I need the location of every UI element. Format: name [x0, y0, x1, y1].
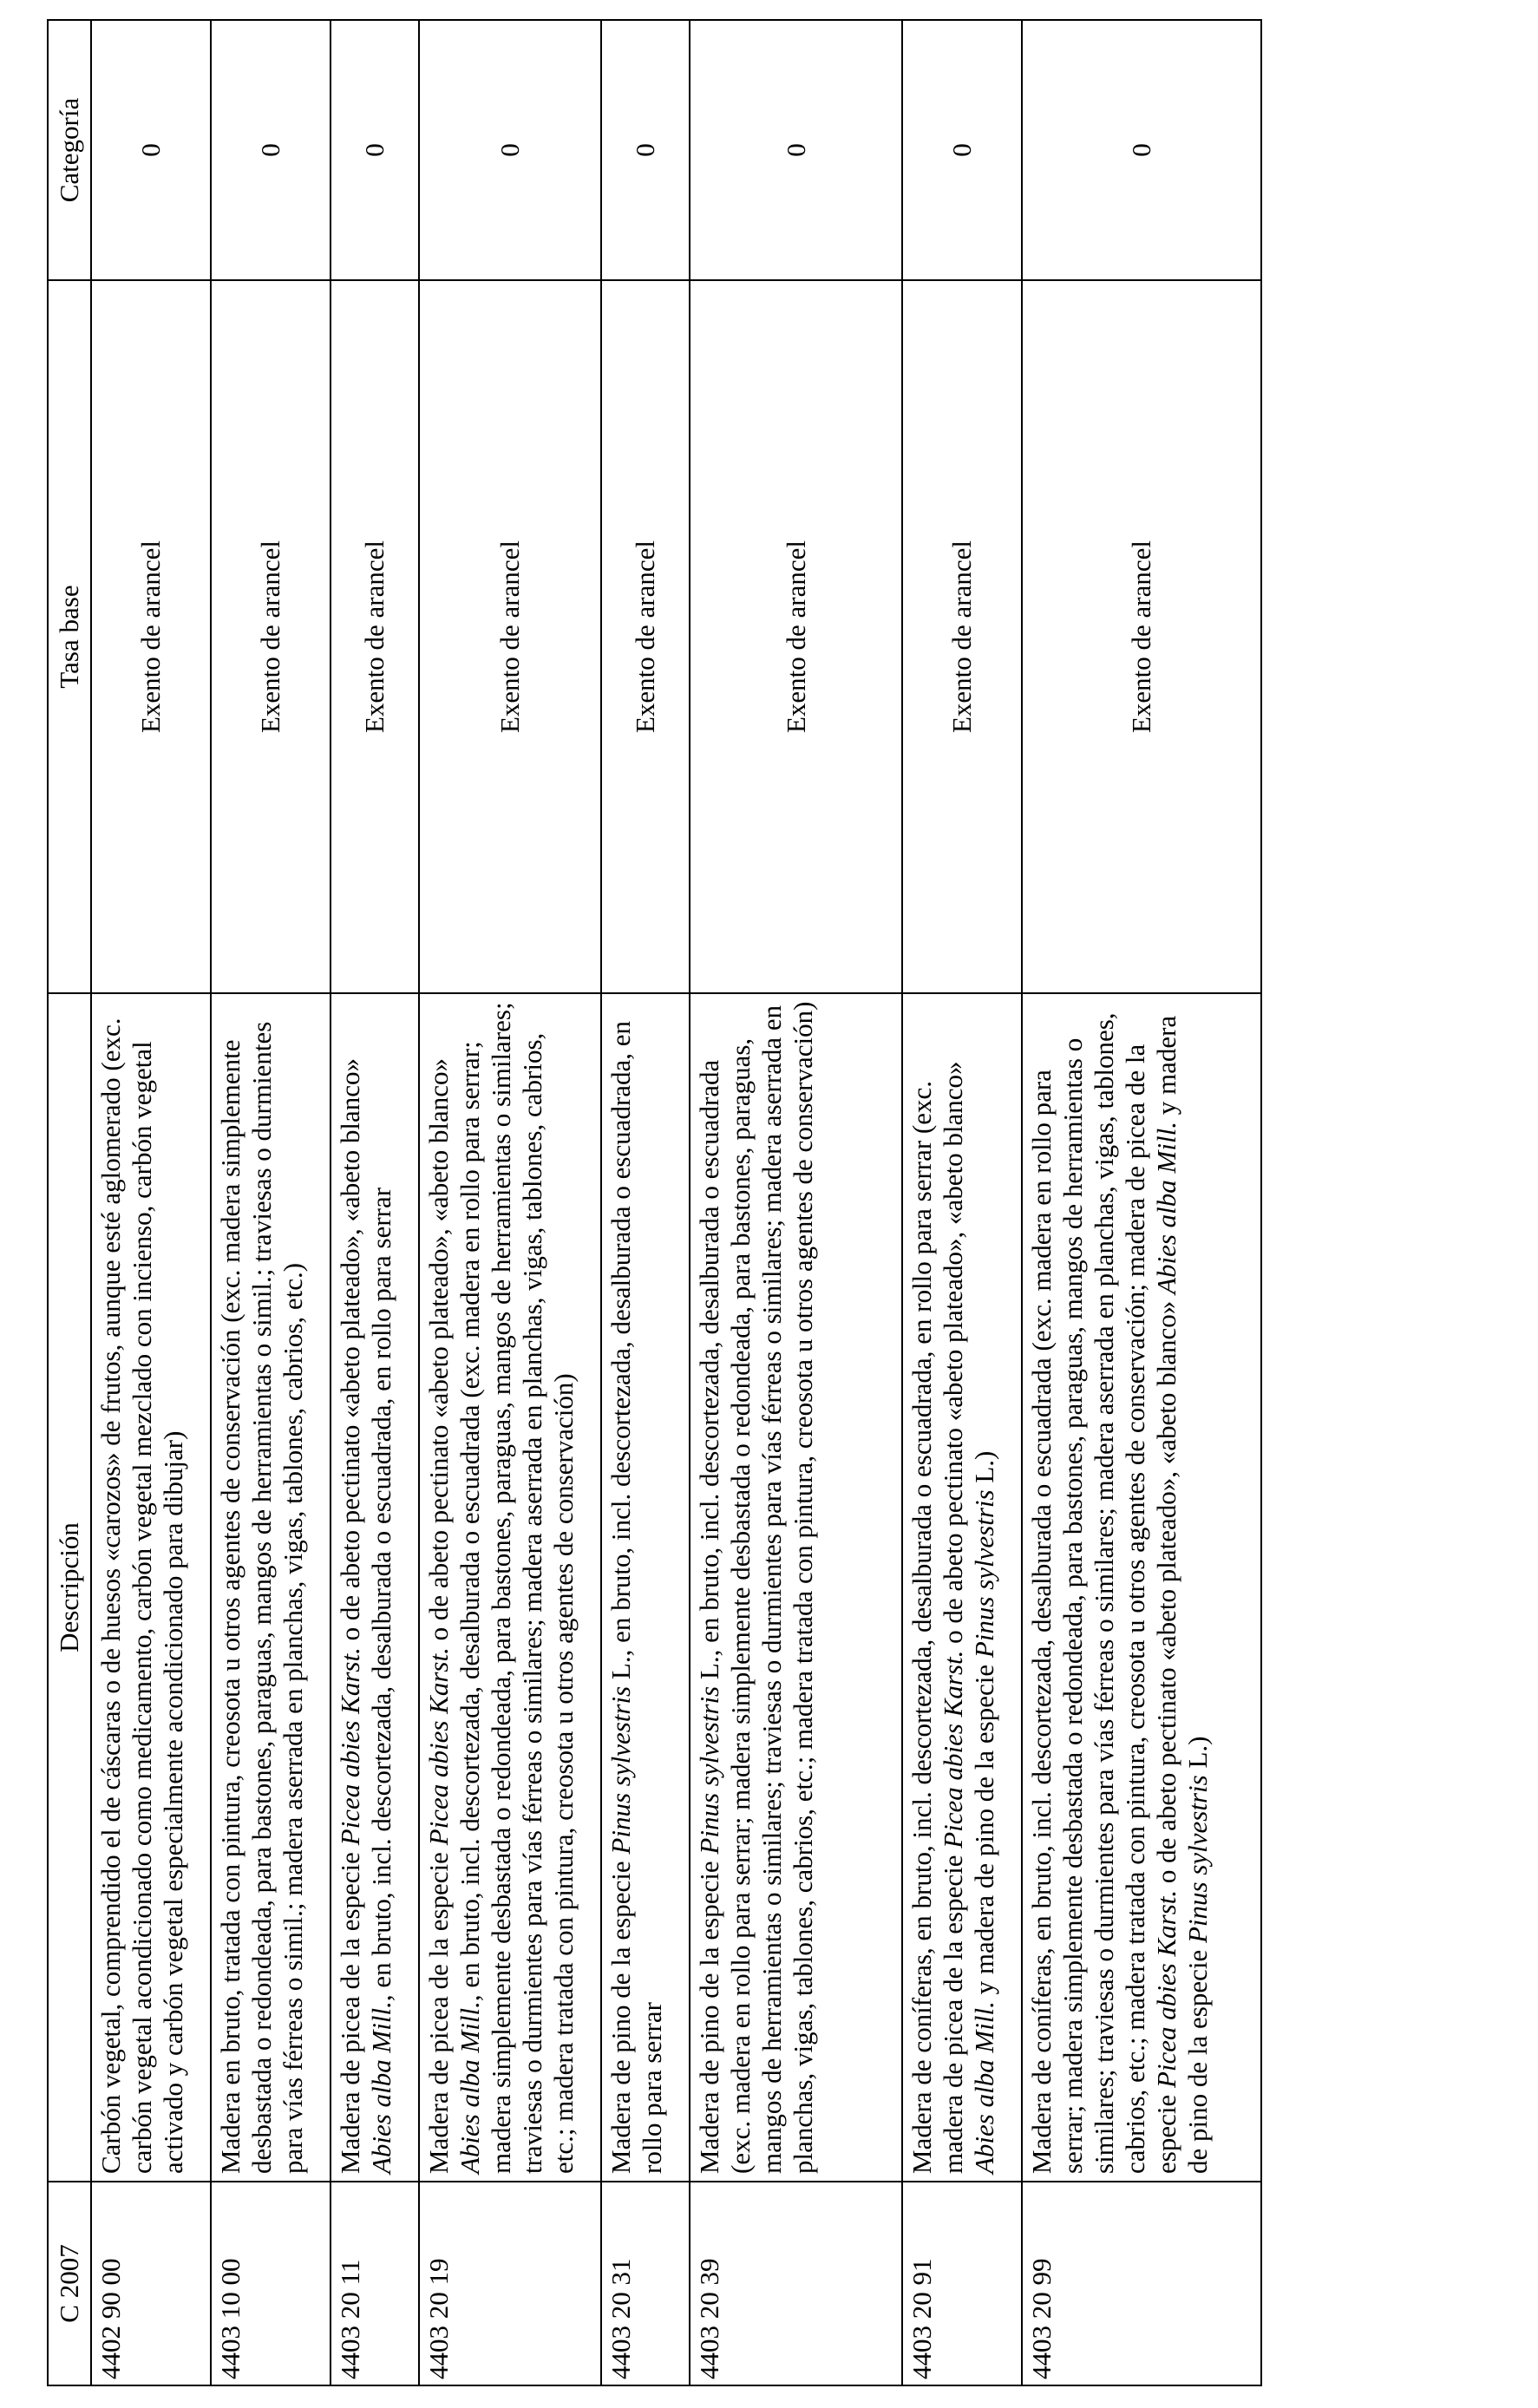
row-base-rate: Exento de arancel [902, 280, 1022, 993]
desc-text: Madera de picea de la especie [334, 1845, 365, 2174]
desc-species: Abies alba Mill. [1151, 1122, 1182, 1294]
row-code: 4403 20 91 [902, 2182, 1022, 2385]
desc-text: , en bruto, incl. descortezada, desalburada o escuadrada, en rollo para serrar [365, 1187, 396, 2002]
row-base-rate: Exento de arancel [331, 280, 419, 993]
header-code: C 2007 [48, 2182, 91, 2385]
row-code: 4403 20 11 [331, 2182, 419, 2385]
row-code: 4403 20 39 [690, 2182, 902, 2385]
desc-text: Madera de picea de la especie [422, 1845, 454, 2174]
row-description [690, 993, 902, 2182]
row-category: 0 [690, 20, 902, 280]
table-header-row [48, 20, 91, 2385]
header-description: Descripción [48, 993, 91, 2182]
desc-text: o de abeto pectinato «abeto plateado», «abeto blanco» [1151, 1293, 1182, 1890]
desc-text: L.) [969, 1450, 1000, 1490]
row-base-rate: Exento de arancel [211, 280, 331, 993]
row-base-rate: Exento de arancel [1022, 280, 1261, 993]
desc-species: Pinus sylvestris [1182, 1775, 1213, 1944]
row-base-rate: Exento de arancel [690, 280, 902, 993]
desc-text: Madera de pino de la especie [605, 1854, 637, 2174]
table-row [690, 20, 902, 2385]
desc-species: Abies alba Mill. [454, 2001, 485, 2174]
rotated-page [47, 21, 1262, 2386]
desc-text: y madera de pino de la especie [969, 1658, 1000, 2002]
row-category: 0 [601, 20, 690, 280]
desc-text: o de abeto pectinato «abeto plateado», «abeto blanco» [422, 1058, 454, 1648]
desc-species: Abies alba Mill. [365, 2001, 396, 2174]
row-description [902, 993, 1022, 2182]
desc-text: Madera de pino de la especie [694, 1854, 725, 2174]
desc-text: y madera de pino de la especie [1151, 1015, 1213, 2174]
row-base-rate: Exento de arancel [419, 280, 601, 993]
table-row [419, 20, 601, 2385]
row-category: 0 [91, 20, 211, 280]
desc-text: Madera de coníferas, en bruto, incl. descortezada, desalburada o escuadrada, en rollo para serrar (exc. madera de picea de la especie [906, 1080, 969, 2174]
tariff-table [47, 19, 1262, 2386]
desc-species: Pinus sylvestris [969, 1489, 1000, 1659]
table-row [902, 20, 1022, 2385]
header-base-rate: Tasa base [48, 280, 91, 993]
desc-text: L., en bruto, incl. descortezada, desalburada o escuadrada, en rollo para serrar [605, 1020, 668, 2174]
row-category: 0 [211, 20, 331, 280]
desc-text: L., en bruto, incl. descortezada, desalburada o escuadrada (exc. madera en rollo para serrar; madera simplemente desbastada o redondeada, para bastones, paraguas, mangos de herramientas o similares; traviesas o durmientes para vías férreas o similares; madera aserrada en planchas, vigas, tablones, cabrios, etc.; madera tratada con pintura, creosota u otros agentes de conservación) [694, 1001, 819, 2174]
row-description [331, 993, 419, 2182]
desc-species: Picea abies Karst. [1151, 1889, 1182, 2089]
row-category: 0 [419, 20, 601, 280]
desc-species: Picea abies Karst. [334, 1647, 365, 1846]
row-description [419, 993, 601, 2182]
desc-species: Picea abies Karst. [422, 1647, 454, 1846]
desc-text: o de abeto pectinato «abeto plateado», «abeto blanco» [938, 1061, 969, 1651]
row-code: 4403 20 19 [419, 2182, 601, 2385]
row-category: 0 [331, 20, 419, 280]
row-category: 0 [1022, 20, 1261, 280]
row-base-rate: Exento de arancel [91, 280, 211, 993]
desc-species: Pinus sylvestris [694, 1685, 725, 1855]
row-description: Carbón vegetal, comprendido el de cáscaras o de huesos «carozos» de frutos, aunque esté aglomerado (exc. carbón vegetal acondicionado como medicamento, carbón vegetal mezclado con incienso, carbón vegetal activado y carbón vegetal especialmente acondicionado para dibujar) [91, 993, 211, 2182]
table-row [91, 20, 211, 2385]
row-code: 4402 90 00 [91, 2182, 211, 2385]
row-description: Madera en bruto, tratada con pintura, creosota u otros agentes de conservación (exc. madera simplemente desbastada o redondeada, para bastones, paraguas, mangos de herramientas o simil.; traviesas o durmientes para vías férreas o simil.; madera aserrada en planchas, vigas, tablones, cabrios, etc.) [211, 993, 331, 2182]
row-code: 4403 10 00 [211, 2182, 331, 2385]
table-row [211, 20, 331, 2385]
header-category: Categoría [48, 20, 91, 280]
desc-species: Pinus sylvestris [605, 1685, 637, 1855]
desc-text: L.) [1182, 1736, 1213, 1776]
row-base-rate: Exento de arancel [601, 280, 690, 993]
desc-text: , en bruto, incl. descortezada, desalburada o escuadrada (exc. madera en rollo para serrar; madera simplemente desbastada o redondeada, para bastones, paraguas, mangos de herramientas o similares; traviesas o durmientes para vías férreas o similares; madera aserrada en planchas, vigas, tablones, cabrios, etc.; madera tratada con pintura, creosota u otros agentes de conservación) [454, 1002, 579, 2174]
row-category: 0 [902, 20, 1022, 280]
table-row [331, 20, 419, 2385]
table-row [601, 20, 690, 2385]
desc-text: Madera de coníferas, en bruto, incl. descortezada, desalburada o escuadrada (exc. madera en rollo para serrar; madera simplemente desbastada o redondeada, para bastones, paraguas, mangos de herramientas o similares; traviesas o durmientes para vías férreas o similares; madera aserrada en planchas, vigas, tablones, cabrios, etc.; madera tratada con pintura, creosota u otros agentes de conservación; madera de picea de la especie [1026, 1012, 1182, 2174]
row-description [1022, 993, 1261, 2182]
row-code: 4403 20 99 [1022, 2182, 1261, 2385]
row-code: 4403 20 31 [601, 2182, 690, 2385]
desc-species: Abies alba Mill. [969, 2001, 1000, 2174]
row-description [601, 993, 690, 2182]
table-row [1022, 20, 1261, 2385]
desc-species: Picea abies Karst. [938, 1650, 969, 1849]
desc-text: o de abeto pectinato «abeto plateado», «abeto blanco» [334, 1058, 365, 1648]
